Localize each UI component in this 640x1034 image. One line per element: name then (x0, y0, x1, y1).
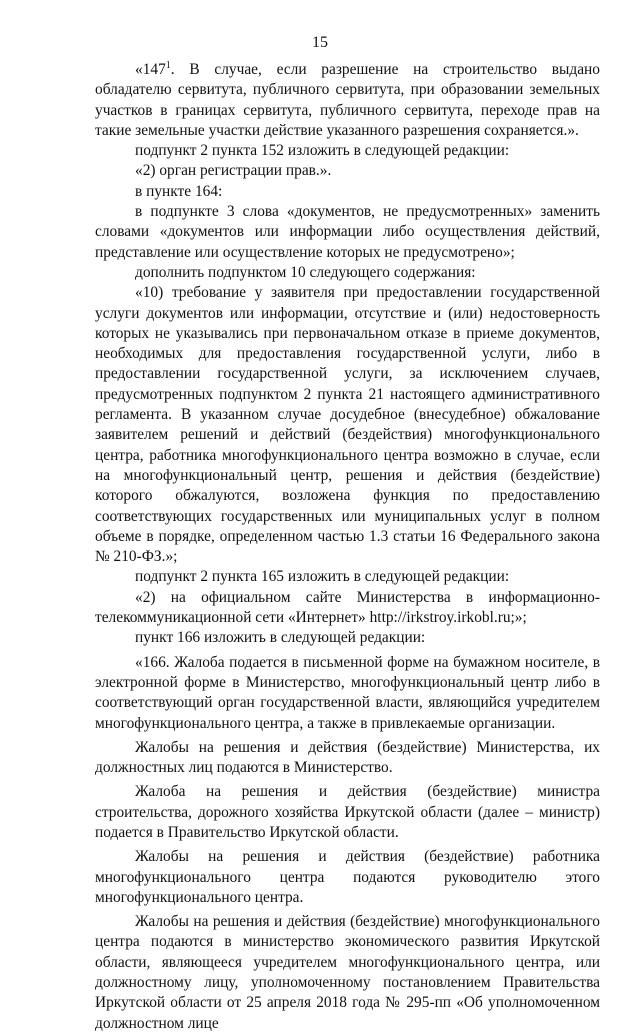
paragraph-text: «147 (135, 61, 166, 78)
paragraph-item-166: пункт 166 изложить в следующей редакции: (135, 629, 426, 647)
paragraph-complaints-mfc-worker: Жалобы на решения и действия (бездействие) работника многофункционального центра подаются руководителю этого многофункционального центра. (95, 848, 600, 906)
paragraph-item-152-text: «2) орган регистрации прав.». (135, 162, 332, 180)
paragraph-147-1 (95, 60, 600, 141)
paragraph-item-166-text: «166. Жалоба подается в письменной форме на бумажном носителе, в электронной форме в Министерство, многофункциональный центр либо в соответствующий орган государственной власти, являющийся учредителем многофункционального центра, а также в привлекаемые организации. (95, 653, 600, 732)
paragraph-item-165-text: «2) на официальном сайте Министерства в информационно-телекоммуникационной сети «Интернет» http://irkstroy.irkobl.ru;»; (95, 588, 600, 627)
paragraph-item-152: подпункт 2 пункта 152 изложить в следующей редакции: (135, 142, 510, 160)
paragraph-complaints-minister: Жалоба на решения и действия (бездействие) министра строительства, дорожного хозяйства Иркутской области (далее – министр) подается в Правительство Иркутской области. (95, 783, 600, 841)
paragraph-item-164-sub10-text: «10) требование у заявителя при предоставлении государственной услуги документов или информации, отсутствие и (или) недостоверность которых не указывались при первоначальном отказе в приеме документов, необходимых для предоставления государственной услуги, либо в предоставлении государственной услуги, за исключением случаев, предусмотренных подпунктом 2 пункта 21 настоящего административного регламента. В указанном случае досудебное (внесудебное) обжалование заявителем решений и действий (бездействия) многофункционального центра, работника многофункционального центра возможно в случае, если на многофункциональный центр, решения и действия (бездействие) которого обжалуются, возложена функция по предоставлению соответствующих государственных или муниципальных услуг в полном объеме в порядке, определенном частью 1.3 статьи 16 Федерального закона № 210-ФЗ.»; (95, 284, 600, 566)
paragraph-complaints-ministry: Жалобы на решения и действия (бездействие) Министерства, их должностных лиц подаются в Министерство. (95, 738, 600, 777)
document-body (95, 60, 600, 1034)
paragraph-text: . В случае, если разрешение на строительство выдано обладателю сервитута, публичного сервитута, при образовании земельных участков в границах сервитута, публичного сервитута, переходе прав на такие земельные участки действие указанного разрешения сохраняется.». (95, 61, 600, 139)
superscript-index: 1 (165, 59, 171, 71)
paragraph-item-164: в пункте 164: (135, 182, 223, 200)
paragraph-item-165: подпункт 2 пункта 165 изложить в следующей редакции: (135, 568, 510, 586)
page-number: 15 (312, 34, 328, 51)
paragraph-complaints-mfc: Жалобы на решения и действия (бездействие) многофункционального центра подаются в министерство экономического развития Иркутской области, являющееся учредителем многофункционального центра, или должностному лицу, уполномоченному постановлением Правительства Иркутской области от 25 апреля 2018 года № 295-пп «Об уполномоченном должностном лице (95, 913, 600, 1032)
paragraph-item-164-add10: дополнить подпунктом 10 следующего содержания: (135, 263, 476, 281)
paragraph-item-164-sub3: в подпункте 3 слова «документов, не предусмотренных» заменить словами «документов или информации либо осуществления действий, представление или осуществление которых не предусмотрено»; (95, 203, 600, 261)
